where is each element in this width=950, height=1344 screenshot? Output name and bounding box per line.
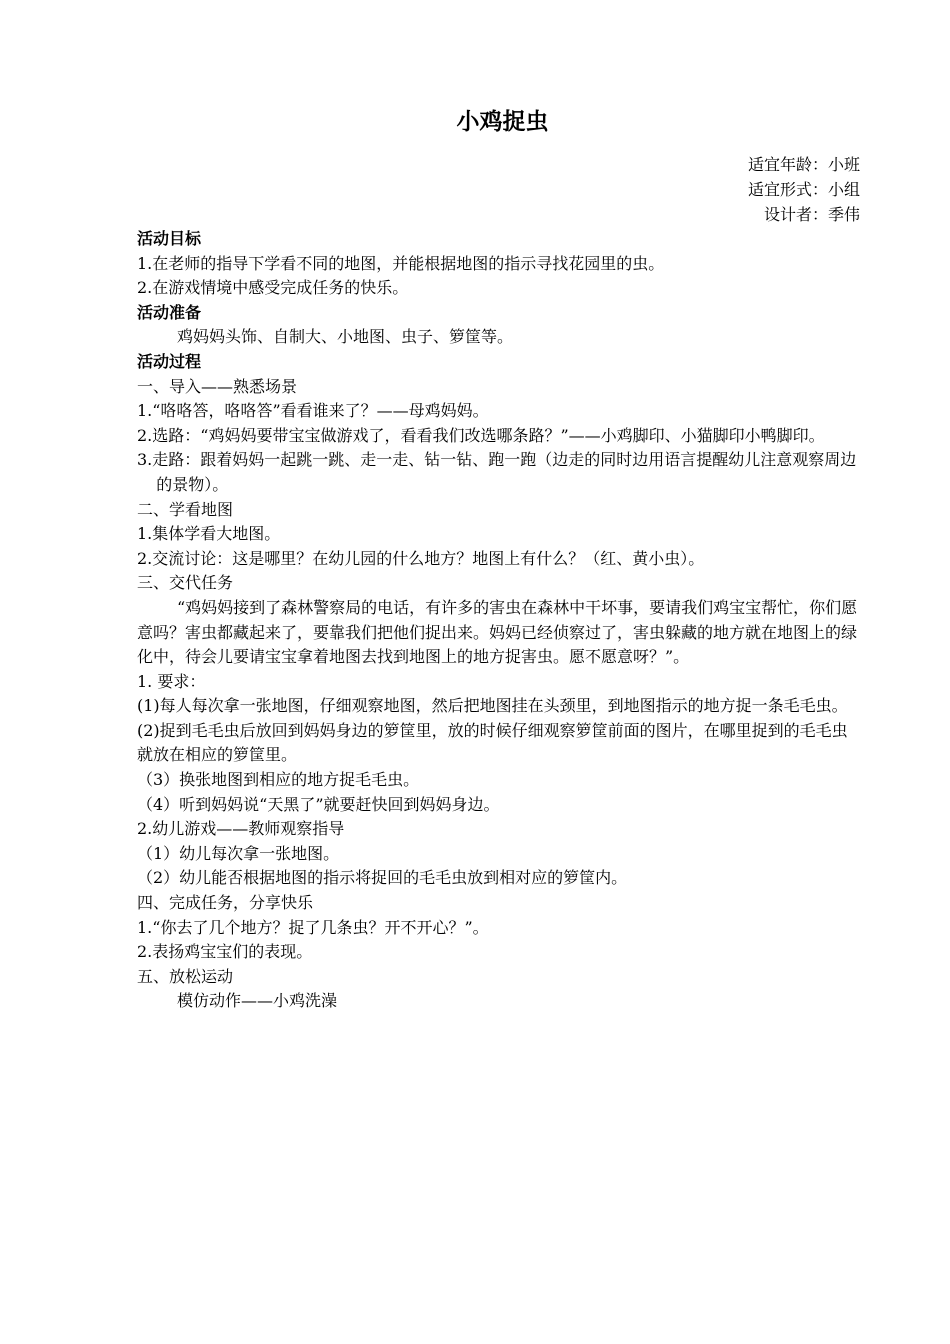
prep-text: 鸡妈妈头饰、自制大、小地图、虫子、箩筐等。 xyxy=(177,327,514,347)
section-title: 五、放松运动 xyxy=(137,966,234,986)
section-item: 1.“咯咯答，咯咯答”看看谁来了？——母鸡妈妈。 xyxy=(137,401,489,421)
requirement-item: (1)每人每次拿一张地图，仔细观察地图，然后把地图挂在头颈里，到地图指示的地方捉一条毛毛虫。 xyxy=(137,696,848,716)
meta-block xyxy=(137,152,860,227)
section-item: 3.走路：跟着妈妈一起跳一跳、走一走、钻一钻、跑一跑（边走的同时边用语言提醒幼儿注意观察周边的景物）。 xyxy=(137,450,857,494)
process-heading: 活动过程 xyxy=(137,351,202,371)
requirements-title: 1. 要求： xyxy=(137,671,206,691)
section-item: 2.选路：“鸡妈妈要带宝宝做游戏了，看看我们改选哪条路？”——小鸡脚印、小猫脚印小鸭脚印。 xyxy=(137,425,825,445)
requirement-item: （3）换张地图到相应的地方捉毛毛虫。 xyxy=(137,770,420,790)
game-item: （1）幼儿每次拿一张地图。 xyxy=(137,843,340,863)
requirement-item: (2)捉到毛毛虫后放回到妈妈身边的箩筐里，放的时候仔细观察箩筐前面的图片，在哪里捉到的毛毛虫就放在相应的箩筐里。 xyxy=(137,720,848,765)
section-text: 模仿动作——小鸡洗澡 xyxy=(177,991,338,1011)
goal-item: 1.在老师的指导下学看不同的地图，并能根据地图的指示寻找花园里的虫。 xyxy=(137,253,665,273)
section-title: 二、学看地图 xyxy=(137,499,234,519)
section-title: 一、导入——熟悉场景 xyxy=(137,376,298,396)
goals-heading: 活动目标 xyxy=(137,229,202,248)
meta-designer: 设计者：季伟 xyxy=(763,205,860,224)
meta-age: 适宜年龄：小班 xyxy=(747,155,860,174)
game-title: 2.幼儿游戏——教师观察指导 xyxy=(137,819,345,839)
game-item: （2）幼儿能否根据地图的指示将捉回的毛毛虫放到相对应的箩筐内。 xyxy=(137,868,628,888)
section-title: 四、完成任务，分享快乐 xyxy=(137,893,314,913)
section-item: 1.集体学看大地图。 xyxy=(137,524,281,544)
task-quote: “鸡妈妈接到了森林警察局的电话，有许多的害虫在森林中干坏事，要请我们鸡宝宝帮忙，你们愿意吗？害虫都藏起来了，要靠我们把他们捉出来。妈妈已经侦察过了，害虫躲藏的地方就在地图上的绿化中，待会儿要请宝宝拿着地图去找到地图上的地方捉害虫。愿不愿意呀？”。 xyxy=(137,597,858,667)
meta-form: 适宜形式：小组 xyxy=(747,180,860,199)
requirement-item: （4）听到妈妈说“天黑了”就要赶快回到妈妈身边。 xyxy=(137,794,500,814)
section-item: 2.交流讨论：这是哪里？在幼儿园的什么地方？地图上有什么？（红、黄小虫）。 xyxy=(137,548,705,568)
section-item: 2.表扬鸡宝宝们的表现。 xyxy=(137,942,313,962)
section-item: 1.“你去了几个地方？捉了几条虫？开不开心？”。 xyxy=(137,917,489,937)
section-title: 三、交代任务 xyxy=(137,573,234,593)
prep-heading: 活动准备 xyxy=(137,302,202,322)
goal-item: 2.在游戏情境中感受完成任务的快乐。 xyxy=(137,278,409,298)
document-title: 小鸡捉虫 xyxy=(456,109,549,135)
